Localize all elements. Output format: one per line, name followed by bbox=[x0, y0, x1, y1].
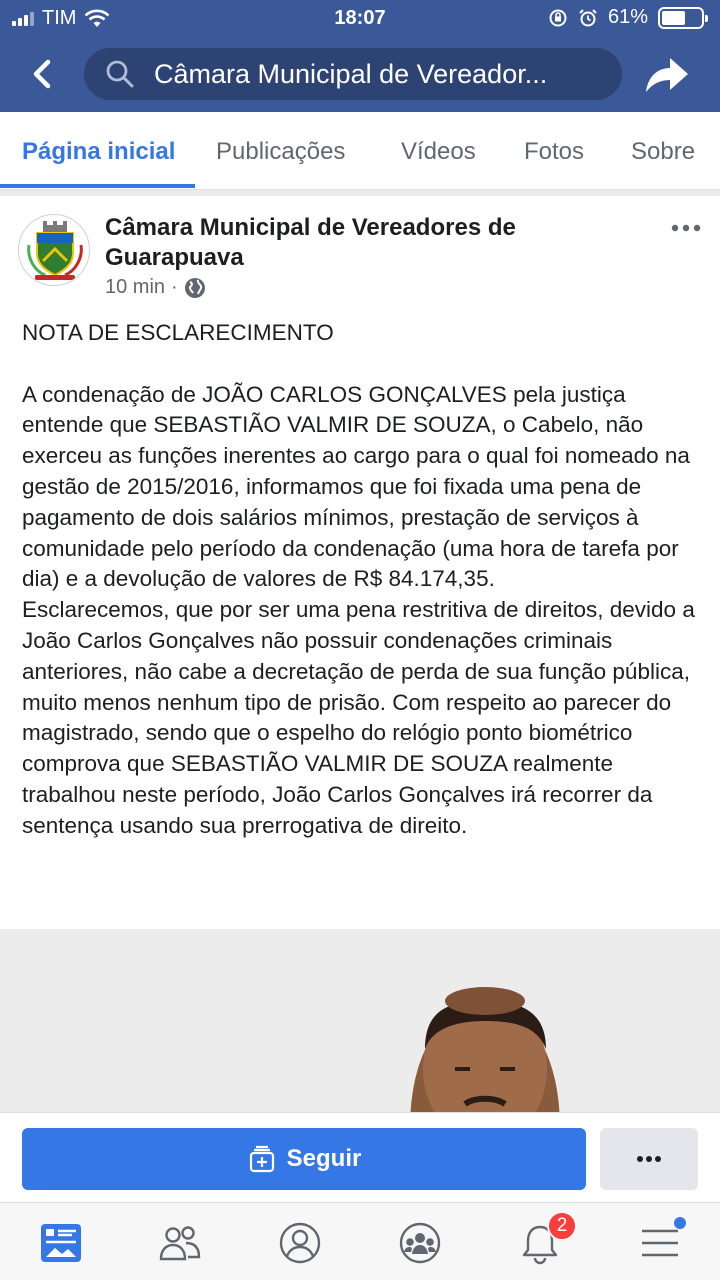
battery-icon bbox=[658, 7, 704, 29]
more-options-button[interactable] bbox=[600, 1128, 698, 1190]
alarm-icon bbox=[578, 8, 598, 28]
notifications-badge: 2 bbox=[547, 1211, 577, 1241]
tab-pagina-inicial[interactable]: Página inicial bbox=[22, 138, 176, 165]
battery-percent: 61% bbox=[607, 6, 648, 28]
coat-of-arms-logo bbox=[19, 215, 90, 286]
post-body: NOTA DE ESCLARECIMENTO A condenação de JOÃO CARLOS GONÇALVES pela justiça entende que SEBASTIÃO VALMIR DE SOUZA, o Cabelo, não exerceu as funções inerentes ao cargo para o qual foi nomeado na gestão de 2015/2016, informamos que foi fixada uma pena de pagamento de dois salários mínimos, prestação de serviços à comunidade pelo período da condenação (uma hora de tarefa por dia) e a devolução de valores de R$ 84.174,35. Esclarecemos, que por ser uma pena restritiva de direitos, devido a João Carlos Gonçalves não possuir condenações criminais anteriores, não cabe a decretação de perda de sua função pública, muito menos nenhum tipo de prisão. Com respeito ao parecer do magistrado, sendo que o espelho do relógio ponto biométrico comprova que SEBASTIÃO VALMIR DE SOUZA realmente trabalhou neste período, João Carlos Gonçalves irá recorrer da sentença usando sua prerrogativa de direito. bbox=[22, 320, 695, 838]
post-time[interactable]: 10 min bbox=[105, 276, 166, 298]
active-tab-indicator bbox=[0, 184, 195, 188]
profile-icon[interactable] bbox=[278, 1221, 322, 1265]
tab-publicacoes[interactable]: Publicações bbox=[216, 138, 346, 165]
follow-label: Seguir bbox=[286, 1145, 362, 1172]
page-action-bar bbox=[0, 1112, 720, 1202]
tab-fotos[interactable]: Fotos bbox=[524, 138, 585, 165]
meta-separator: · bbox=[171, 276, 178, 298]
globe-icon bbox=[184, 277, 206, 299]
community-icon[interactable] bbox=[398, 1221, 442, 1265]
share-icon[interactable] bbox=[644, 52, 690, 96]
page-avatar[interactable] bbox=[18, 214, 90, 286]
post-options-icon[interactable] bbox=[670, 222, 702, 234]
top-header bbox=[0, 0, 720, 112]
news-feed-icon[interactable] bbox=[38, 1221, 84, 1265]
post-meta bbox=[105, 276, 206, 299]
status-bar bbox=[0, 0, 720, 38]
tab-sobre[interactable]: Sobre bbox=[631, 138, 696, 165]
follow-icon bbox=[247, 1144, 277, 1174]
more-dots-icon bbox=[636, 1155, 662, 1163]
clock: 18:07 bbox=[334, 7, 386, 29]
search-title: Câmara Municipal de Vereador... bbox=[154, 58, 548, 89]
post-card bbox=[0, 196, 720, 1126]
follow-button[interactable] bbox=[22, 1128, 586, 1190]
back-arrow-icon[interactable] bbox=[26, 54, 62, 94]
post-photo[interactable] bbox=[0, 929, 720, 1126]
page-tabs bbox=[0, 112, 720, 190]
search-bar[interactable] bbox=[84, 48, 622, 100]
groups-icon[interactable] bbox=[158, 1221, 202, 1265]
orientation-lock-icon bbox=[548, 8, 568, 28]
search-icon bbox=[104, 58, 136, 90]
post-author[interactable]: Câmara Municipal de Vereadores de Guarapuava bbox=[105, 214, 516, 271]
carrier-label: TIM bbox=[42, 7, 77, 29]
tab-videos[interactable]: Vídeos bbox=[401, 138, 476, 165]
menu-indicator-dot bbox=[674, 1217, 686, 1229]
bottom-navigation bbox=[0, 1202, 720, 1280]
person-photo bbox=[0, 929, 720, 1126]
